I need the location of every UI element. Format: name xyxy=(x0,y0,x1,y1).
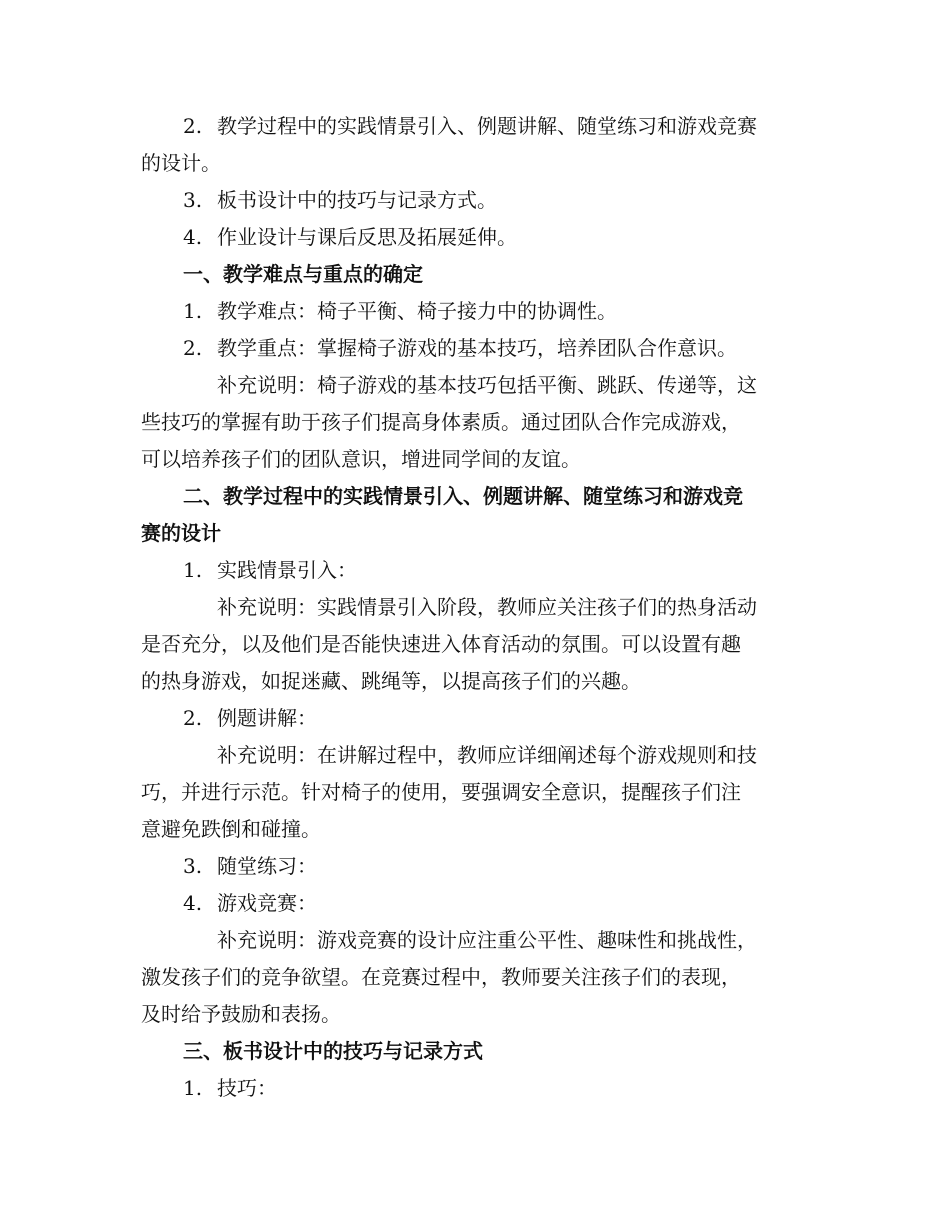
list-text: 作业设计与课后反思及拓展延伸。 xyxy=(217,225,517,249)
paragraph-line: 可以培养孩子们的团队意识，增进同学间的友谊。 xyxy=(141,447,581,471)
paragraph-line: 的设计。 xyxy=(141,151,221,175)
list-item xyxy=(183,329,737,367)
list-item xyxy=(183,292,617,330)
list-item xyxy=(183,218,517,256)
list-number: 2. xyxy=(183,336,203,360)
paragraph-line: 巧，并进行示范。针对椅子的使用，要强调安全意识，提醒孩子们注 xyxy=(141,780,741,804)
list-text: 教学重点：掌握椅子游戏的基本技巧，培养团队合作意识。 xyxy=(217,336,737,360)
paragraph-line: 些技巧的掌握有助于孩子们提高身体素质。通过团队合作完成游戏， xyxy=(141,410,741,434)
paragraph-line: 及时给予鼓励和表扬。 xyxy=(141,1002,341,1026)
paragraph-line: 是否充分，以及他们是否能快速进入体育活动的氛围。可以设置有趣 xyxy=(141,632,741,656)
list-number: 3. xyxy=(183,854,203,878)
list-item xyxy=(183,847,317,885)
list-item xyxy=(183,884,317,922)
note-line: 补充说明：椅子游戏的基本技巧包括平衡、跳跃、传递等，这 xyxy=(217,373,757,397)
list-item xyxy=(183,107,757,145)
list-number: 3. xyxy=(183,188,203,212)
list-number: 1. xyxy=(183,299,203,323)
list-text: 例题讲解： xyxy=(217,706,317,730)
list-number: 4. xyxy=(183,891,203,915)
note-line: 补充说明：在讲解过程中，教师应详细阐述每个游戏规则和技 xyxy=(217,743,757,767)
list-text: 技巧： xyxy=(217,1076,277,1100)
list-text: 教学难点：椅子平衡、椅子接力中的协调性。 xyxy=(217,299,617,323)
section-heading: 三、板书设计中的技巧与记录方式 xyxy=(183,1039,483,1063)
list-number: 2. xyxy=(183,706,203,730)
list-item xyxy=(183,1069,277,1107)
paragraph-line: 激发孩子们的竞争欲望。在竞赛过程中，教师要关注孩子们的表现， xyxy=(141,965,741,989)
list-number: 2. xyxy=(183,114,203,138)
list-number: 1. xyxy=(183,558,203,582)
list-number: 1. xyxy=(183,1076,203,1100)
section-heading: 一、教学难点与重点的确定 xyxy=(183,262,423,286)
section-heading: 二、教学过程中的实践情景引入、例题讲解、随堂练习和游戏竞 xyxy=(183,484,743,508)
list-text: 游戏竞赛： xyxy=(217,891,317,915)
list-text: 板书设计中的技巧与记录方式。 xyxy=(217,188,497,212)
paragraph-line: 的热身游戏，如捉迷藏、跳绳等，以提高孩子们的兴趣。 xyxy=(141,669,641,693)
list-number: 4. xyxy=(183,225,203,249)
list-item xyxy=(183,551,357,589)
list-text: 教学过程中的实践情景引入、例题讲解、随堂练习和游戏竞赛 xyxy=(217,114,757,138)
note-line: 补充说明：实践情景引入阶段，教师应关注孩子们的热身活动 xyxy=(217,595,757,619)
list-text: 实践情景引入： xyxy=(217,558,357,582)
list-item xyxy=(183,699,317,737)
section-heading-continued: 赛的设计 xyxy=(141,521,221,545)
note-line: 补充说明：游戏竞赛的设计应注重公平性、趣味性和挑战性， xyxy=(217,928,757,952)
paragraph-line: 意避免跌倒和碰撞。 xyxy=(141,817,321,841)
list-text: 随堂练习： xyxy=(217,854,317,878)
list-item xyxy=(183,181,497,219)
